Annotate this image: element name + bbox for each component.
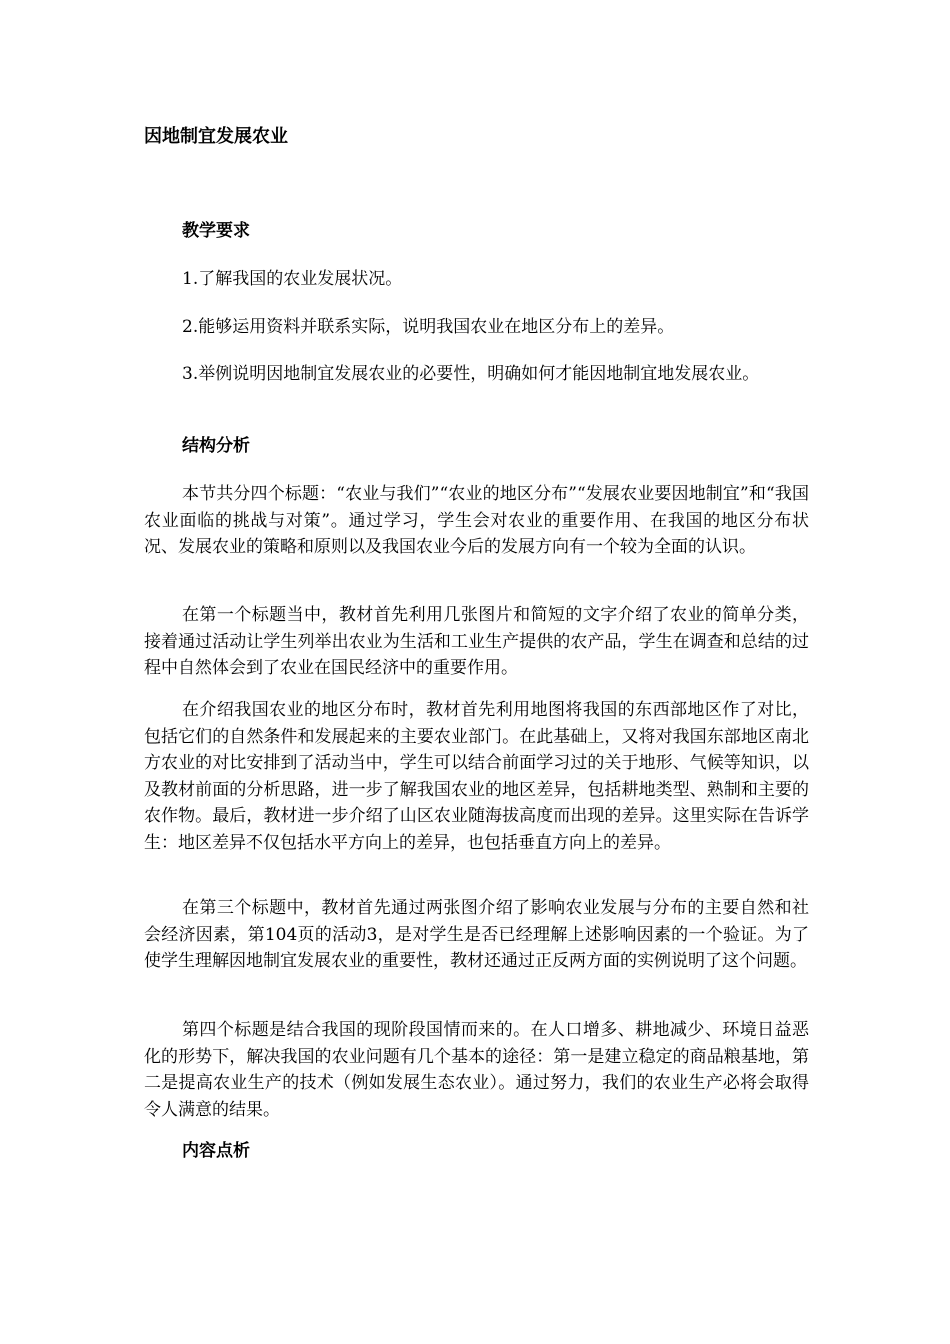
structure-paragraph-5: 第四个标题是结合我国的现阶段国情而来的。在人口增多、耕地减少、环境日益恶化的形势下，解决我国的农业问题有几个基本的途径：第一是建立稳定的商品粮基地，第二是提高农业生产的技术（例如发展生态农业）。通过努力，我们的农业生产必将会取得令人满意的结果。	[144, 1020, 809, 1120]
section-heading-content-analysis: 内容点析	[182, 1141, 250, 1161]
document-title: 因地制宜发展农业	[144, 126, 288, 147]
section-heading-teaching-requirements: 教学要求	[182, 221, 250, 241]
requirement-item-3: 3.举例说明因地制宜发展农业的必要性，明确如何才能因地制宜地发展农业。	[182, 364, 760, 384]
requirement-item-1: 1.了解我国的农业发展状况。	[182, 269, 403, 289]
structure-paragraph-1: 本节共分四个标题：“农业与我们”“农业的地区分布”“发展农业要因地制宜”和“我国农业面临的挑战与对策”。通过学习，学生会对农业的重要作用、在我国的地区分布状况、发展农业的策略和原则以及我国农业今后的发展方向有一个较为全面的认识。	[144, 484, 809, 557]
structure-paragraph-3: 在介绍我国农业的地区分布时，教材首先利用地图将我国的东西部地区作了对比，包括它们的自然条件和发展起来的主要农业部门。在此基础上，又将对我国东部地区南北方农业的对比安排到了活动当中，学生可以结合前面学习过的关于地形、气候等知识，以及教材前面的分析思路，进一步了解我国农业的地区差异，包括耕地类型、熟制和主要的农作物。最后，教材进一步介绍了山区农业随海拔高度而出现的差异。这里实际在告诉学生：地区差异不仅包括水平方向上的差异，也包括垂直方向上的差异。	[144, 700, 809, 853]
structure-paragraph-2: 在第一个标题当中，教材首先利用几张图片和简短的文字介绍了农业的简单分类，接着通过活动让学生列举出农业为生活和工业生产提供的农产品，学生在调查和总结的过程中自然体会到了农业在国民经济中的重要作用。	[144, 605, 809, 678]
requirement-item-2: 2.能够运用资料并联系实际，说明我国农业在地区分布上的差异。	[182, 317, 675, 337]
section-heading-structure-analysis: 结构分析	[182, 436, 250, 456]
structure-paragraph-4: 在第三个标题中，教材首先通过两张图介绍了影响农业发展与分布的主要自然和社会经济因素，第104页的活动3，是对学生是否已经理解上述影响因素的一个验证。为了使学生理解因地制宜发展农业的重要性，教材还通过正反两方面的实例说明了这个问题。	[144, 898, 809, 971]
